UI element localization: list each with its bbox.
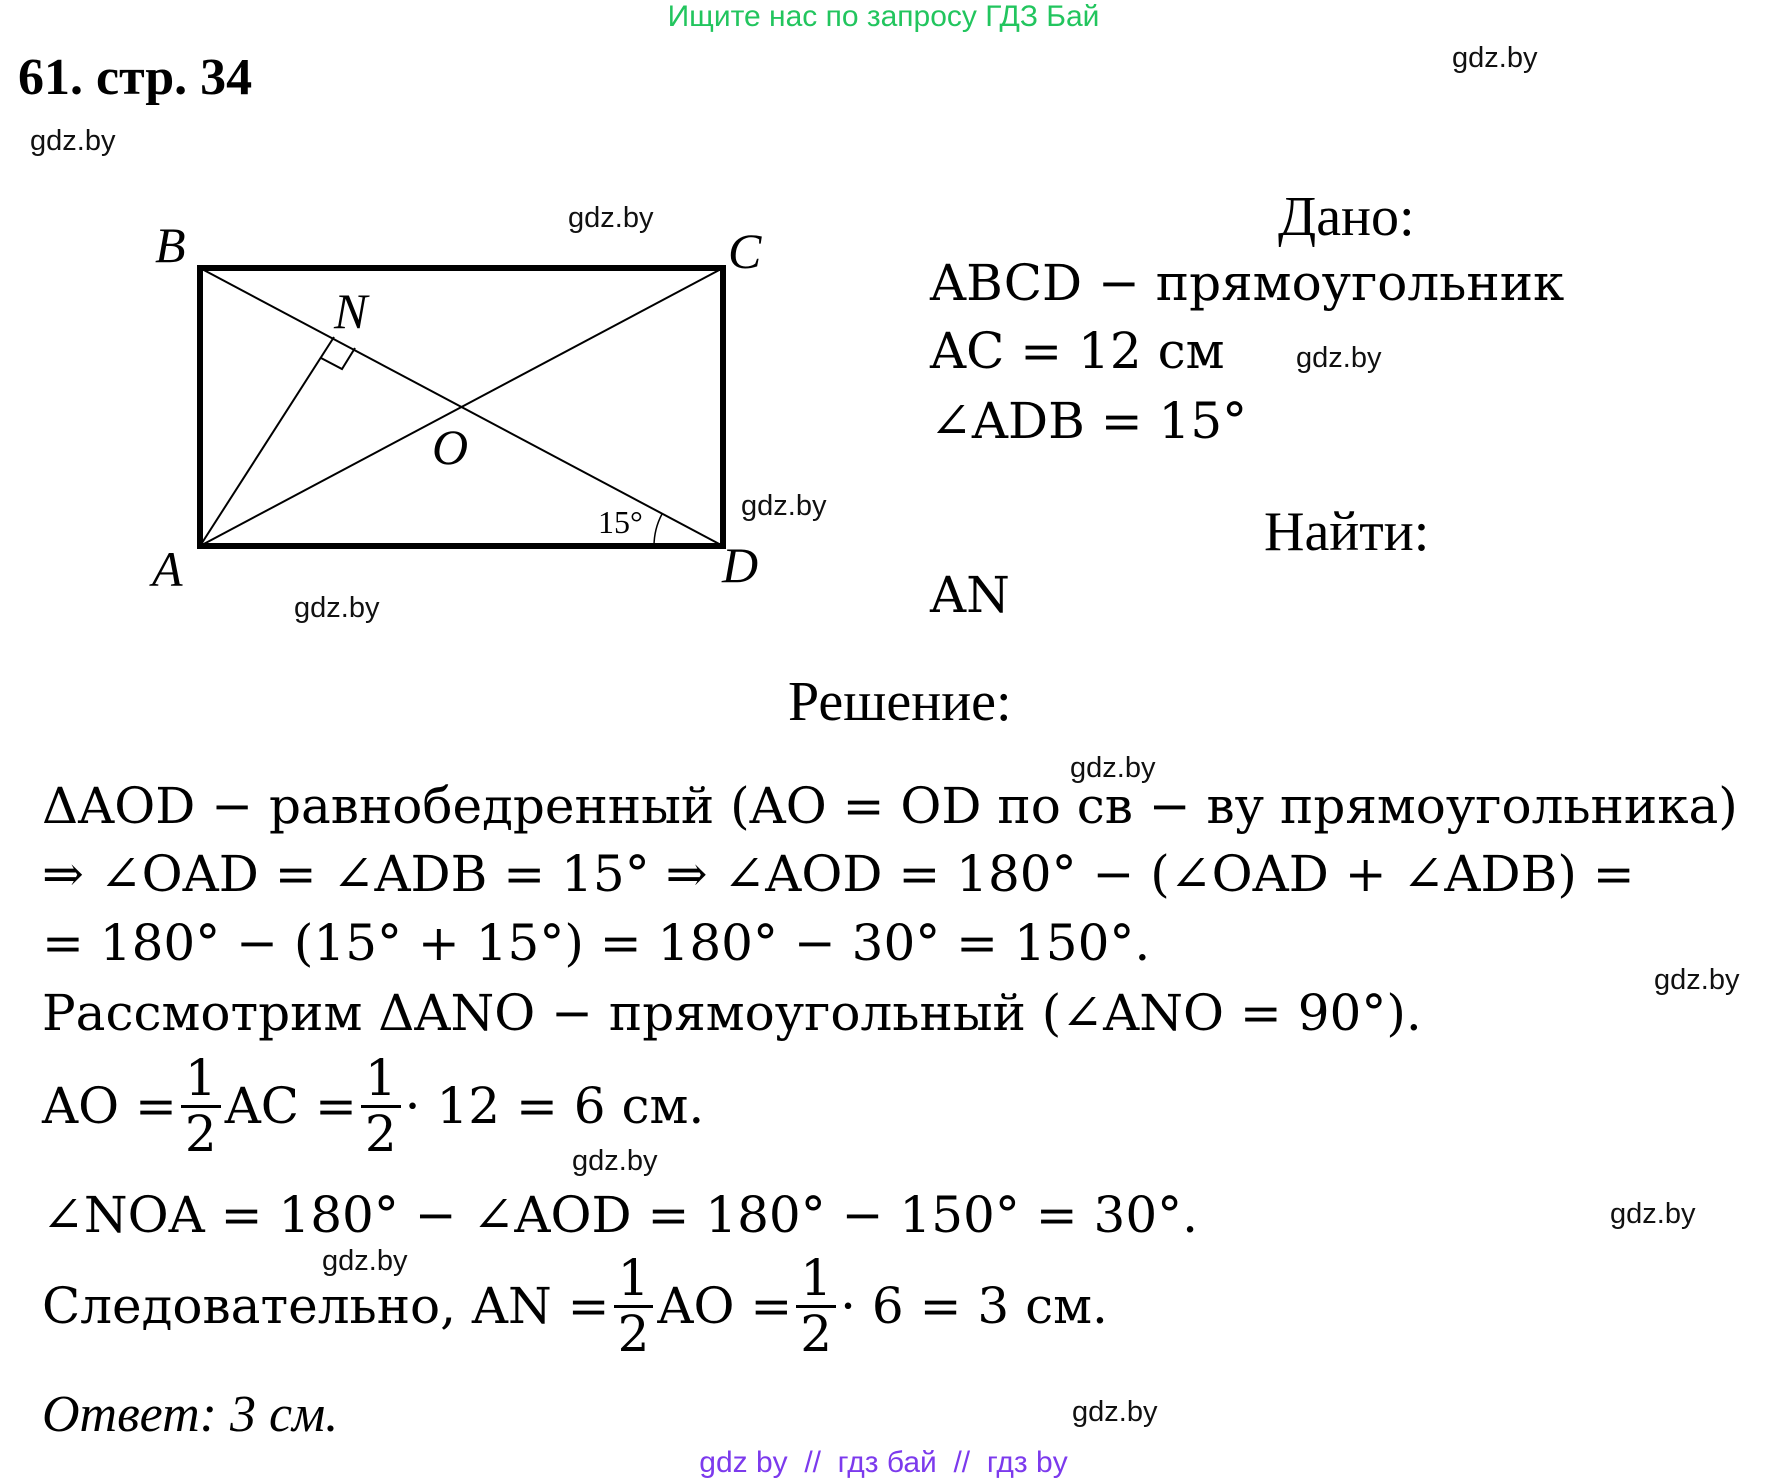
fraction-denominator: 2 — [181, 1105, 221, 1161]
angle-label: 15° — [598, 504, 643, 540]
fraction — [181, 1049, 221, 1163]
fraction — [361, 1049, 401, 1163]
watermark: gdz.by — [322, 1245, 408, 1277]
given-line: ∠ADB = 15° — [930, 392, 1248, 450]
fraction-numerator: 1 — [364, 1049, 397, 1107]
fraction-denominator: 2 — [361, 1105, 401, 1161]
watermark: gdz.by — [1070, 752, 1156, 784]
given-title: Дано: — [1278, 186, 1415, 248]
perpendicular-an — [200, 337, 334, 546]
rectangle-diagram — [140, 210, 810, 610]
vertex-label-d: D — [722, 537, 759, 593]
vertex-label-b: B — [155, 217, 186, 273]
expr-text: · 6 = 3 см. — [840, 1277, 1108, 1335]
watermark: gdz.by — [294, 592, 380, 624]
expr-text: AC = — [224, 1077, 357, 1135]
solution-line-an — [42, 1249, 1108, 1363]
fraction-denominator: 2 — [614, 1305, 654, 1361]
answer: Ответ: 3 см. — [42, 1386, 339, 1443]
watermark: gdz.by — [1072, 1396, 1158, 1428]
expr-text: AO = — [657, 1277, 793, 1335]
solution-line: ΔAOD − равнобедренный (AO = OD по св − ву прямоугольника) — [42, 777, 1738, 835]
fraction-denominator: 2 — [796, 1305, 836, 1361]
solution-line: = 180° − (15° + 15°) = 180° − 30° = 150°. — [42, 914, 1151, 972]
watermark: gdz.by — [741, 490, 827, 522]
problem-heading: 61. стр. 34 — [18, 49, 253, 106]
solution-title: Решение: — [788, 671, 1012, 733]
watermark: gdz.by — [1610, 1198, 1696, 1230]
top-banner: Ищите нас по запросу ГДЗ Бай — [667, 0, 1100, 33]
point-label-o: O — [432, 419, 469, 475]
expr-text: AO = — [42, 1077, 177, 1135]
expr-text: · 12 = 6 см. — [404, 1077, 705, 1135]
solution-line: ⇒ ∠OAD = ∠ADB = 15° ⇒ ∠AOD = 180° − (∠OAD + ∠ADB) = — [42, 845, 1635, 903]
watermark: gdz.by — [568, 202, 654, 234]
footer-links[interactable]: gdz by // гдз бай // гдз by — [699, 1446, 1068, 1479]
point-label-n: N — [334, 283, 368, 339]
fraction-numerator: 1 — [800, 1249, 833, 1307]
solution-line: ∠NOA = 180° − ∠AOD = 180° − 150° = 30°. — [42, 1186, 1199, 1244]
fraction — [796, 1249, 836, 1363]
watermark: gdz.by — [1452, 42, 1538, 74]
given-line: AC = 12 см — [930, 322, 1225, 380]
watermark: gdz.by — [572, 1145, 658, 1177]
find-value: AN — [930, 566, 1010, 624]
watermark: gdz.by — [1654, 964, 1740, 996]
solution-line: Рассмотрим ΔANO − прямоугольный (∠ANO = 90°). — [42, 984, 1422, 1042]
fraction — [614, 1249, 654, 1363]
expr-text: Следовательно, AN = — [42, 1277, 610, 1335]
fraction-numerator: 1 — [184, 1049, 217, 1107]
angle-arc — [654, 514, 662, 546]
given-line: ABCD − прямоугольник — [930, 254, 1565, 312]
vertex-label-a: A — [152, 541, 183, 597]
vertex-label-c: C — [728, 223, 762, 279]
find-title: Найти: — [1264, 501, 1430, 563]
watermark: gdz.by — [30, 125, 116, 157]
fraction-numerator: 1 — [617, 1249, 650, 1307]
watermark: gdz.by — [1296, 342, 1382, 374]
